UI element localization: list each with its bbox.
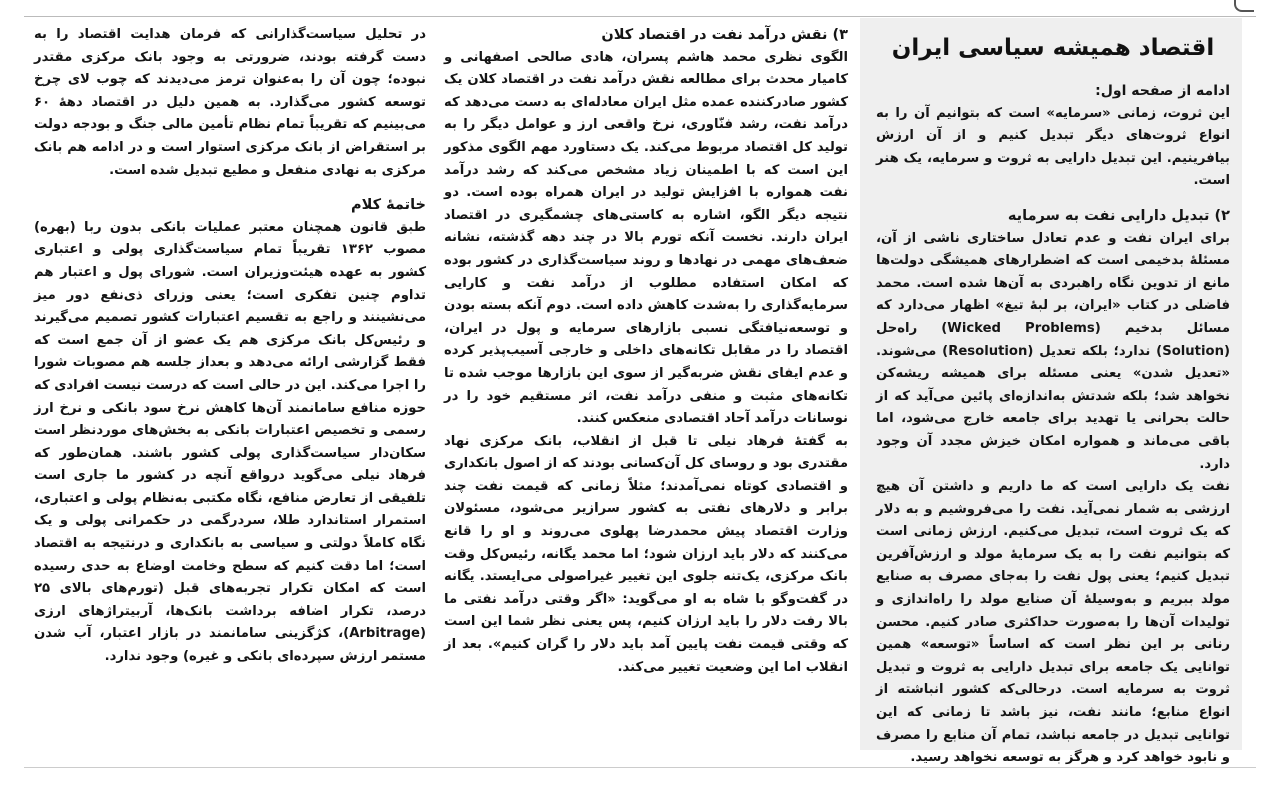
top-rule bbox=[24, 16, 1256, 17]
paragraph-middle-1: الگوی نظری محمد هاشم پسران، هادی صالحی اصفهانی و کامیار محدث برای مطالعه نقش درآمد نفت در اقتصاد کلان یک کشور صادرکننده عمده مثل ایران معادله‌ای به دست می‌دهد که درآمد نفت، رشد فنّاوری، نرخ واقعی ارز و عوامل دیگر را به تولید کل اقتصاد مربوط می‌کند. یک دستاورد مهم الگوی مذکور این است که با اطمینان زیاد مشخص می‌کند که رشد درآمد نفت همواره با افزایش تولید در ایران همراه بوده است. دو نتیجه دیگر الگو، اشاره به کاستی‌های چشمگیری در اقتصاد ایران دارند. نخست آنکه تورم بالا در چند دهه گذشته، نشانه ضعف‌های مهمی در نهادها و روند سیاست‌گذاری در کشور بوده که امکان استفاده مطلوب از درآمد نفت و کارایی سرمایه‌گذاری را به‌شدت کاهش داده است. دوم آنکه بسته بودن و توسعه‌نیافتگی نسبی بازارهای سرمایه و پول در ایران، اقتصاد را در مقابل تکانه‌های داخلی و خارجی آسیب‌پذیر کرده و عدم ایفای نقش ضربه‌گیر از سوی این بازارها موجب شده تا تکانه‌های مثبت و منفی درآمد نفت، اثر مستقیم خود را در نوسانات درآمد آحاد اقتصادی منعکس کنند. bbox=[444, 49, 848, 427]
bottom-rule bbox=[24, 767, 1256, 768]
column-left bbox=[34, 22, 426, 764]
continued-from-label: ادامه از صفحه اول: bbox=[1095, 83, 1230, 99]
column-right bbox=[860, 18, 1242, 766]
paragraph-right-1: این ثروت، زمانی «سرمایه» است که بتوانیم آن را به انواع ثروت‌های دیگر تبدیل کنیم و از آن ارزش بیافرینیم. این تبدیل دارایی به ثروت و سرمایه، یک هنر است. bbox=[876, 105, 1230, 189]
paragraph-left-1: در تحلیل سیاست‌گذارانی که فرمان هدایت اقتصاد را به دست گرفته بودند، ضرورتی به وجود بانک مرکزی مقتدر نبوده؛ چون آن را به‌عنوان ترمز می‌دیدند که چوب لای چرخ توسعه کشور می‌گذارد. به همین دلیل در اقتصاد دههٔ ۶۰ می‌بینیم که تقریباً تمام نظام تأمین مالی جنگ و بودجه دولت بر استقراض از بانک مرکزی استوار است و در ادامه هم بانک مرکزی به نهادی منفعل و مطیع تبدیل شده است. bbox=[34, 27, 426, 178]
section-heading-2: ۲) تبدیل دارایی نفت به سرمایه bbox=[1007, 207, 1230, 224]
column-middle bbox=[444, 22, 848, 764]
paragraph-right-2: برای ایران نفت و عدم تعادل ساختاری ناشی از آن، مسئلهٔ بدخیمی است که اضطرارهای همیشگی دولت‌ها مانع از تدوین نگاه راهبردی به آن‌ها شده است. محمد فاضلی در کتاب «ایران، بر لبهٔ تیغ» اظهار می‌دارد که مسائل بدخیم (Wicked Problems) راه‌حل (Solution) ندارد؛ بلکه تعدیل (Resolution) می‌شوند. «تعدیل شدن» یعنی مسئله برای همیشه ریشه‌کن نخواهد شد؛ بلکه شدتش به‌اندازه‌ای پائین می‌آید که از حالت بحرانی یا تهدید برای جامعه خارج می‌شود، اما باقی می‌ماند و همواره امکان خیزش مجدد آن وجود دارد. bbox=[876, 230, 1230, 472]
section-heading-3: ۳) نقش درآمد نفت در اقتصاد کلان bbox=[601, 27, 848, 43]
conclusion-heading: خاتمهٔ کلام bbox=[351, 197, 426, 214]
article-title: اقتصاد همیشه سیاسی ایران bbox=[891, 35, 1215, 61]
paragraph-middle-2: به گفتهٔ فرهاد نیلی تا قبل از انقلاب، بانک مرکزی نهاد مقتدری بود و روسای کل آن‌کسانی بودند که از اصول بانکداری و اقتصادی کوتاه نمی‌آمدند؛ مثلاً زمانی که قیمت نفت چند برابر و دلارهای نفتی به کشور سرازیر می‌شود، مسئولان وزارت اقتصاد پیش محمدرضا پهلوی می‌روند و او را قانع می‌کنند که دلار باید ارزان شود؛ اما محمد یگانه، رئیس‌کل وقت بانک مرکزی، یک‌تنه جلوی این تغییر غیراصولی می‌ایستد. یگانه در گفت‌وگو با شاه به او می‌گوید: «اگر وقتی درآمد نفتی ما بالا رفت دلار را باید ارزان کنیم، پس یعنی نظر شما این است که وقتی قیمت نفت پایین آمد باید دلار را گران کنیم». بعد از انقلاب اما این وضعیت تغییر می‌کند. bbox=[444, 433, 848, 675]
paragraph-left-2: طبق قانون همچنان معتبر عملیات بانکی بدون ربا (بهره) مصوب ۱۳۶۲ تقریباً تمام سیاست‌گذاری پولی و اعتباری کشور به عهده هیئت‌وزیران است. شورای پول و اعتبار هم تداوم چنین تفکری است؛ یعنی وزرای ذی‌نفع دور میز می‌نشینند و راجع به تقسیم اعتبارات کشور تصمیم می‌گیرند و رئیس‌کل بانک مرکزی هم یک عضو از آن جمع است که فقط گزارشی ارائه می‌دهد و بعداز جلسه هم مصوبات شورا را اجرا می‌کند. این در حالی است که درست نیست افرادی که حوزه منافع سامانمند آن‌ها کاهش نرخ سود بانکی و نرخ ارز رسمی و تخصیص اعتبارات بانکی به بخش‌های موردنظر است سکان‌دار سیاست‌گذاری پولی کشور باشند. همان‌طور که فرهاد نیلی می‌گوید درواقع آنچه در کشور ما جاری است تلفیقی از تعارض منافع، نگاه مکتبی به‌نظام پولی و اعتباری، استمرار استاندارد طلا، سردرگمی در حکمرانی پولی و یک نگاه کاملاً دولتی و سیاسی به بانکداری و درنتیجه به اقتصاد است؛ اما دقت کنیم که سطح وخامت اوضاع به حدی رسیده است که امکان تکرار تجربه‌های قبل (تورم‌های بالای ۲۵ درصد، تکرار اضافه برداشت بانک‌ها، آربیتراژهای ارزی (Arbitrage)، کژگزینی سامانمند در بازار اعتبار، آب شدن مستمر ارزش سپرده‌ای بانکی و غیره) وجود ندارد. bbox=[34, 219, 426, 665]
paragraph-right-3: نفت یک دارایی است که ما داریم و داشتن آن هیچ ارزشی به شمار نمی‌آید. نفت را می‌فروشیم و به دلار که یک ثروت است، تبدیل می‌کنیم. ارزش زمانی است که بتوانیم نفت را به یک سرمایهٔ مولد و ارزش‌آفرین تبدیل کنیم؛ یعنی پول نفت را به‌جای مصرف به صنایع مولد ببریم و به‌وسیلهٔ آن صنایع مولد را راه‌اندازی و تولیدات آن‌ها را به‌صورت حداکثری صادر کنیم. محسن رنانی بر این نظر است که اساساً «توسعه» همین توانایی یک جامعه برای تبدیل دارایی به ثروت و تبدیل ثروت به سرمایه است. درحالی‌که کشور انباشته از انواع منابع؛ مانند نفت، نیز باشد تا زمانی که این توانایی تبدیل در جامعه نباشد، تمام آن منابع را مصرف و نابود خواهد کرد و هرگز به توسعه نخواهد رسید. bbox=[876, 479, 1230, 766]
corner-mark bbox=[1234, 0, 1254, 12]
